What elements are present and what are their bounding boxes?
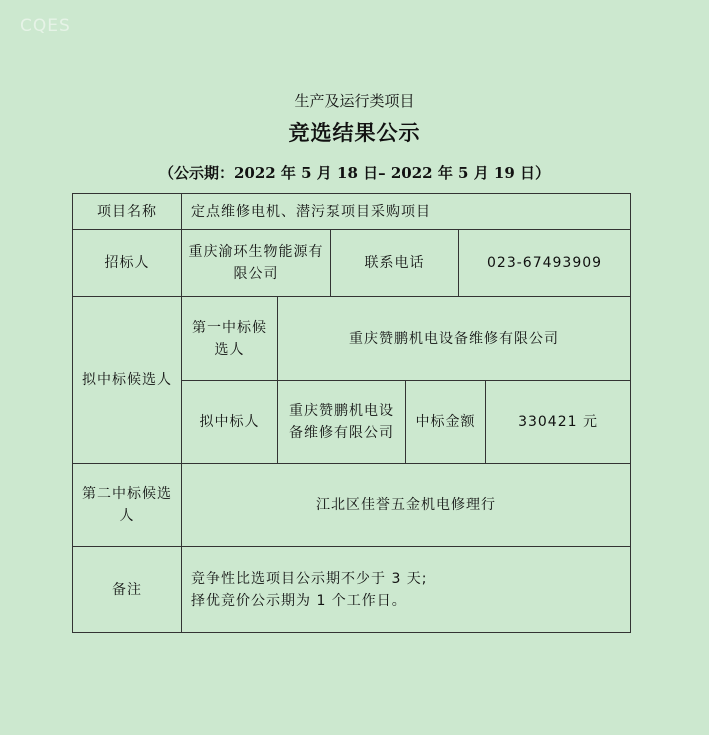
- project-name-label: 项目名称: [73, 194, 182, 230]
- first-candidate-value: 重庆赞鹏机电设备维修有限公司: [278, 297, 631, 381]
- proposed-winner-value: 重庆赞鹏机电设备维修有限公司: [278, 381, 406, 464]
- remarks-label: 备注: [73, 547, 182, 633]
- project-name-value: 定点维修电机、潜污泵项目采购项目: [182, 194, 631, 230]
- contact-value: 023-67493909: [459, 230, 631, 297]
- bid-amount-value: 330421 元: [486, 381, 631, 464]
- remarks-value: [182, 547, 631, 633]
- remarks-line-1: 竞争性比选项目公示期不少于 3 天;: [191, 570, 428, 587]
- proposed-candidates-label: 拟中标候选人: [73, 297, 182, 464]
- contact-label: 联系电话: [331, 230, 459, 297]
- table-row-second-candidate: [73, 464, 631, 547]
- watermark: CQES: [20, 16, 71, 36]
- document-title: 竞选结果公示: [288, 120, 421, 145]
- table-row-project: [73, 194, 631, 230]
- result-table: [72, 193, 631, 633]
- tenderer-label: 招标人: [73, 230, 182, 297]
- second-candidate-label: 第二中标候选人: [73, 464, 182, 547]
- second-candidate-value: 江北区佳誉五金机电修理行: [182, 464, 631, 547]
- remarks-line-2: 择优竞价公示期为 1 个工作日。: [191, 592, 407, 609]
- table-row-remarks: [73, 547, 631, 633]
- table-row-first-candidate: [73, 297, 631, 381]
- bid-amount-label: 中标金额: [406, 381, 486, 464]
- publicity-period: （公示期：2022 年 5 月 18 日– 2022 年 5 月 19 日）: [158, 164, 551, 182]
- first-candidate-label: 第一中标候选人: [182, 297, 278, 381]
- table-row-tenderer: [73, 230, 631, 297]
- tenderer-value: 重庆渝环生物能源有限公司: [182, 230, 331, 297]
- proposed-winner-label: 拟中标人: [182, 381, 278, 464]
- document-subtitle: 生产及运行类项目: [294, 92, 415, 110]
